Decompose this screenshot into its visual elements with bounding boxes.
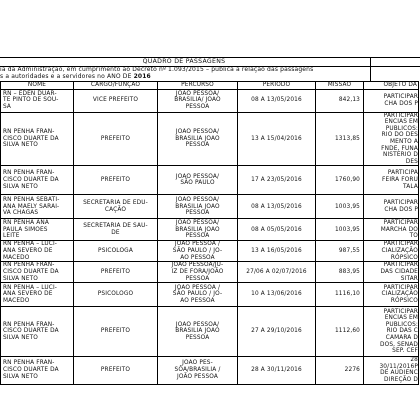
cell-periodo-line: 28 A 30/11/2016 <box>251 367 302 374</box>
cell-cargo <box>74 112 158 166</box>
cell-objeto-line: PARTICIPAR <box>383 200 418 207</box>
cell-percurso <box>158 262 238 283</box>
cell-nome-line: RN PENHA SEBATI- <box>3 196 60 203</box>
table-row <box>1 195 419 219</box>
cell-objeto-line: FNDE, FUNA <box>381 145 418 152</box>
table-row <box>1 89 419 112</box>
cell-nome-line: RN PENHA FRAN- <box>3 262 55 269</box>
header-missao: MISSÃO <box>316 82 364 90</box>
cell-nome-line: TE PINTO DE SOU- <box>3 97 59 104</box>
cell-nome <box>1 241 74 262</box>
cell-objeto-line: DE AUDIENC <box>380 370 418 377</box>
cell-objeto-line: TALA <box>403 183 418 190</box>
cell-objeto-line: DIREÇÃO D <box>384 376 418 383</box>
cell-nome-line: SA <box>3 103 12 110</box>
cell-objeto <box>364 241 419 262</box>
cell-nome-line: CISCO DUARTE DA <box>3 135 59 142</box>
cell-nome <box>1 283 74 307</box>
cell-objeto-line: DES <box>405 158 418 165</box>
table-row <box>1 241 419 262</box>
cell-percurso-line: PESSOA <box>185 233 210 240</box>
cell-cargo-line: SECRETARIA DE SAU- <box>83 223 148 230</box>
cell-percurso-line: SÔA/BRASILIA / <box>174 367 221 374</box>
cell-percurso-line: JOAO PES- <box>182 360 213 367</box>
cell-nome-line: PAULA SIMOES <box>3 226 48 233</box>
cell-periodo-line: 08 A 05/05/2016 <box>251 226 302 233</box>
cell-nome-line: SILVA NETO <box>3 142 38 149</box>
cell-percurso-line: IZ DE FORA/JOÃO <box>171 268 224 275</box>
cell-objeto-line: PARTICIPAR <box>383 219 418 226</box>
cell-objeto-line: FEIRA FORU <box>382 177 418 184</box>
cell-objeto-line: TO <box>409 233 418 240</box>
cell-percurso <box>158 112 238 166</box>
cell-missao: 1112,60 <box>316 307 364 357</box>
cell-nome-line: CISCO DUARTE DA <box>3 367 59 374</box>
cell-nome <box>1 112 74 166</box>
cell-nome-line: RN PENHA FRAN- <box>3 129 55 136</box>
header-percurso: PERCURSO <box>158 82 238 90</box>
cell-percurso-line: JOÃO PESSOA/JU- <box>171 262 224 269</box>
cell-cargo <box>74 89 158 112</box>
header-periodo: PERÍODO <box>238 82 316 90</box>
cell-nome <box>1 357 74 384</box>
cell-nome-line: CISCO DUARTE DA <box>3 177 59 184</box>
intro-year: 2016 <box>133 73 151 80</box>
cell-nome-line: MACEDO <box>3 297 30 304</box>
cell-percurso <box>158 219 238 241</box>
cell-objeto-line: CIALIZAÇÃO <box>381 291 418 298</box>
cell-objeto <box>364 219 419 241</box>
cell-nome-line: MACEDO <box>3 254 30 261</box>
cell-objeto-line: PARTICIPAR <box>383 112 418 119</box>
cell-missao: 1760,90 <box>316 166 364 195</box>
intro-line-1: ia da Administração, em cumprimento ao Decreto nº 1.093/2015 – publica a relação das passagens <box>0 66 314 73</box>
cell-periodo <box>238 195 316 219</box>
cell-cargo-line: PSICOLOGO <box>97 291 134 298</box>
cell-percurso <box>158 89 238 112</box>
cell-missao: 842,13 <box>316 89 364 112</box>
cell-percurso-line: JOAO PESSOA / <box>174 241 221 248</box>
cell-nome-line: ANA SEVERO DE <box>3 291 53 298</box>
cell-percurso-line: SÃO PAULO / JO- <box>172 248 223 255</box>
cell-objeto-line: SEP. CEF <box>392 348 418 355</box>
cell-missao: 1003,95 <box>316 195 364 219</box>
cell-nome-line: LEITE <box>3 233 20 240</box>
cell-nome <box>1 307 74 357</box>
cell-objeto-line: MARCHA DO <box>380 226 418 233</box>
cell-missao: 1313,85 <box>316 112 364 166</box>
intro-side-cell <box>370 65 420 81</box>
cell-percurso-line: JOAO PESSOA/ <box>175 173 220 180</box>
cell-percurso-line: AO PESSOA <box>180 254 215 261</box>
cell-periodo-line: 27 A 29/10/2016 <box>251 328 302 335</box>
cell-objeto <box>364 166 419 195</box>
cell-periodo-line: 10 A 13/06/2016 <box>251 291 302 298</box>
cell-cargo <box>74 195 158 219</box>
cell-missao: 1116,10 <box>316 283 364 307</box>
cell-nome <box>1 195 74 219</box>
cell-periodo-line: 08 A 13/05/2016 <box>251 203 302 210</box>
cell-periodo <box>238 357 316 384</box>
cell-nome-line: VA CHAGAS <box>3 210 39 217</box>
cell-nome-line: CISCO DUARTE DA <box>3 328 59 335</box>
cell-nome-line: RN – EDEN DUAR- <box>3 90 57 97</box>
cell-cargo <box>74 241 158 262</box>
cell-percurso <box>158 241 238 262</box>
cell-nome-line: RN PENHA FRAN- <box>3 321 55 328</box>
cell-objeto <box>364 262 419 283</box>
cell-percurso <box>158 357 238 384</box>
cell-percurso <box>158 166 238 195</box>
cell-periodo-line: 17 A 23/05/2016 <box>251 177 302 184</box>
cell-percurso-line: JOAO PESSOA/ <box>175 219 220 226</box>
cell-percurso-line: PESSOA <box>185 142 210 149</box>
cell-objeto-line: DOS, SENAD <box>380 341 418 348</box>
intro-line-2 <box>0 73 368 80</box>
cell-objeto-line: PUBLICOS: <box>385 125 418 132</box>
table-row <box>1 262 419 283</box>
cell-cargo-line: CAÇÃO <box>104 206 127 213</box>
cell-percurso-line: SÃO PAULO <box>180 180 215 187</box>
cell-objeto-line: PARTICIPAR <box>383 94 418 100</box>
cell-cargo-line: VICE PREFEITO <box>92 97 139 104</box>
cell-objeto-line: 30/11/2016P <box>379 363 418 370</box>
cell-periodo-line: 08 A 13/05/2016 <box>251 97 302 104</box>
table-row <box>1 166 419 195</box>
cell-objeto-line: ENCIAS EM <box>384 119 418 126</box>
table-row <box>1 307 419 357</box>
cell-cargo-line: PREFEITO <box>100 135 131 142</box>
cell-cargo <box>74 262 158 283</box>
cell-percurso-line: JOAO PESSOA/ <box>175 196 220 203</box>
cell-percurso-line: PESSOA <box>185 275 210 282</box>
cell-nome-line: RN PENHA FRAN- <box>3 170 55 177</box>
cell-periodo <box>238 89 316 112</box>
table-header-row <box>1 82 419 90</box>
cell-periodo <box>238 166 316 195</box>
cell-objeto <box>364 307 419 357</box>
passagens-table <box>0 81 419 385</box>
cell-cargo-line: PSICOLOGA <box>98 248 133 255</box>
cell-nome <box>1 219 74 241</box>
cell-percurso-line: BRASILIA JOAO <box>175 203 220 210</box>
cell-missao: 883,95 <box>316 262 364 283</box>
table-row <box>1 219 419 241</box>
cell-percurso-line: JOAO PESSOA/ <box>175 321 220 328</box>
cell-cargo <box>74 357 158 384</box>
cell-objeto-line: RÓPSICO <box>390 254 418 261</box>
header-cargo: CARGO/FUNÇÃO <box>74 82 158 90</box>
cell-objeto-line: PUBLICOS: <box>385 321 418 328</box>
intro-text <box>0 66 368 80</box>
cell-periodo <box>238 307 316 357</box>
cell-nome <box>1 89 74 112</box>
cell-periodo <box>238 241 316 262</box>
cell-percurso-line: JOAO PESSOA/ <box>175 129 220 136</box>
cell-cargo <box>74 283 158 307</box>
cell-objeto <box>364 89 419 112</box>
cell-nome-line: SILVA NETO <box>3 183 38 190</box>
cell-objeto-line: RÓPSICO <box>390 297 418 304</box>
cell-percurso-line: PESSOA <box>185 210 210 217</box>
cell-objeto-line: PARTICIPAR <box>383 284 418 291</box>
cell-percurso <box>158 307 238 357</box>
cell-cargo-line: PREFEITO <box>100 177 131 184</box>
cell-nome <box>1 166 74 195</box>
cell-objeto-line: PARTICIPAR <box>383 262 418 269</box>
cell-objeto-line: PARTICIPAR <box>383 241 418 248</box>
cell-missao: 987,55 <box>316 241 364 262</box>
cell-nome-line: RN PENHA – LUCI- <box>3 284 58 291</box>
cell-periodo-line: 13 A 16/05/2016 <box>251 248 302 255</box>
cell-periodo <box>238 112 316 166</box>
cell-periodo-line: 13 A 15/04/2016 <box>251 135 302 142</box>
cell-percurso-line: BRASILIA/ JOAO <box>174 97 221 104</box>
cell-cargo <box>74 166 158 195</box>
cell-objeto-line: 28 <box>410 357 418 364</box>
cell-missao: 2276 <box>316 357 364 384</box>
cell-nome-line: SILVA NETO <box>3 373 38 380</box>
cell-objeto-line: RIO DAS C <box>386 328 418 335</box>
cell-percurso-line: JOAO PESSOA / <box>174 284 221 291</box>
cell-objeto-line: PARTICIPAR <box>383 308 418 315</box>
cell-nome-line: RN PENHA – LUCI- <box>3 241 58 248</box>
cell-objeto-line: CHA DOS P <box>384 100 418 107</box>
table-row <box>1 112 419 166</box>
cell-cargo-line: PREFEITO <box>100 367 131 374</box>
header-objeto: OBJETO DA <box>364 82 419 90</box>
cell-percurso <box>158 283 238 307</box>
cell-objeto-line: SITAR <box>400 275 418 282</box>
cell-periodo <box>238 283 316 307</box>
cell-objeto-line: DAS CIDADE <box>380 268 418 275</box>
cell-objeto-line: CIALIZAÇÃO <box>381 248 418 255</box>
cell-objeto-line: PARTICIPA <box>387 170 418 177</box>
cell-nome-line: ANA MAELY SARAI- <box>3 203 60 210</box>
cell-percurso <box>158 195 238 219</box>
cell-nome <box>1 262 74 283</box>
cell-cargo-line: PREFEITO <box>100 268 131 275</box>
table-row <box>1 357 419 384</box>
cell-cargo-line: PREFEITO <box>100 328 131 335</box>
cell-percurso-line: BRASILIA JOAO <box>175 328 220 335</box>
cell-percurso-line: SÃO PAULO / JO- <box>172 291 223 298</box>
cell-percurso-line: BRASILIA JOAO <box>175 135 220 142</box>
cell-objeto-line: ENCIAS EM <box>384 315 418 322</box>
cell-objeto-line: CHA DOS P <box>384 206 418 213</box>
cell-percurso-line: PESSOA <box>185 334 210 341</box>
cell-cargo <box>74 219 158 241</box>
cell-cargo <box>74 307 158 357</box>
cell-cargo-line: SECRETARIA DE EDU- <box>83 200 148 207</box>
cell-objeto <box>364 283 419 307</box>
cell-cargo-line: DE <box>111 229 120 236</box>
table-row <box>1 283 419 307</box>
cell-nome-line: RN PENHA FRAN- <box>3 360 55 367</box>
cell-periodo-line: 27/06 A 02/07/2016 <box>246 268 307 275</box>
cell-objeto <box>364 112 419 166</box>
cell-objeto-line: MENTO A <box>390 138 418 145</box>
cell-objeto <box>364 357 419 384</box>
cell-missao: 1003,95 <box>316 219 364 241</box>
cell-objeto-line: CAMARA D <box>385 334 418 341</box>
cell-percurso-line: JOAO PESSOA/ <box>175 90 220 97</box>
cell-percurso-line: BRASILIA JOAO <box>175 226 220 233</box>
cell-percurso-line: AO PESSOA <box>180 297 215 304</box>
cell-periodo <box>238 219 316 241</box>
cell-nome-line: RN PENHA ANA <box>3 219 49 226</box>
cell-periodo <box>238 262 316 283</box>
cell-nome-line: SILVA NETO <box>3 275 38 282</box>
cell-objeto-line: NISTERIO D <box>382 152 418 159</box>
cell-objeto <box>364 195 419 219</box>
cell-percurso-line: PESSOA <box>185 103 210 110</box>
cell-objeto-line: RIO DO DES <box>381 132 418 139</box>
header-nome: NOME <box>1 82 74 90</box>
cell-nome-line: CISCO DUARTE DA <box>3 268 59 275</box>
cell-nome-line: ANA SEVERO DE <box>3 248 53 255</box>
cell-percurso-line: JOÃO PESSOA <box>176 373 219 380</box>
document-title: QUADRO DE PASSAGENS <box>142 58 226 65</box>
cell-nome-line: SILVA NETO <box>3 334 38 341</box>
intro-line-2-text: s a autoridades e a servidores no ANO DE <box>0 73 134 80</box>
